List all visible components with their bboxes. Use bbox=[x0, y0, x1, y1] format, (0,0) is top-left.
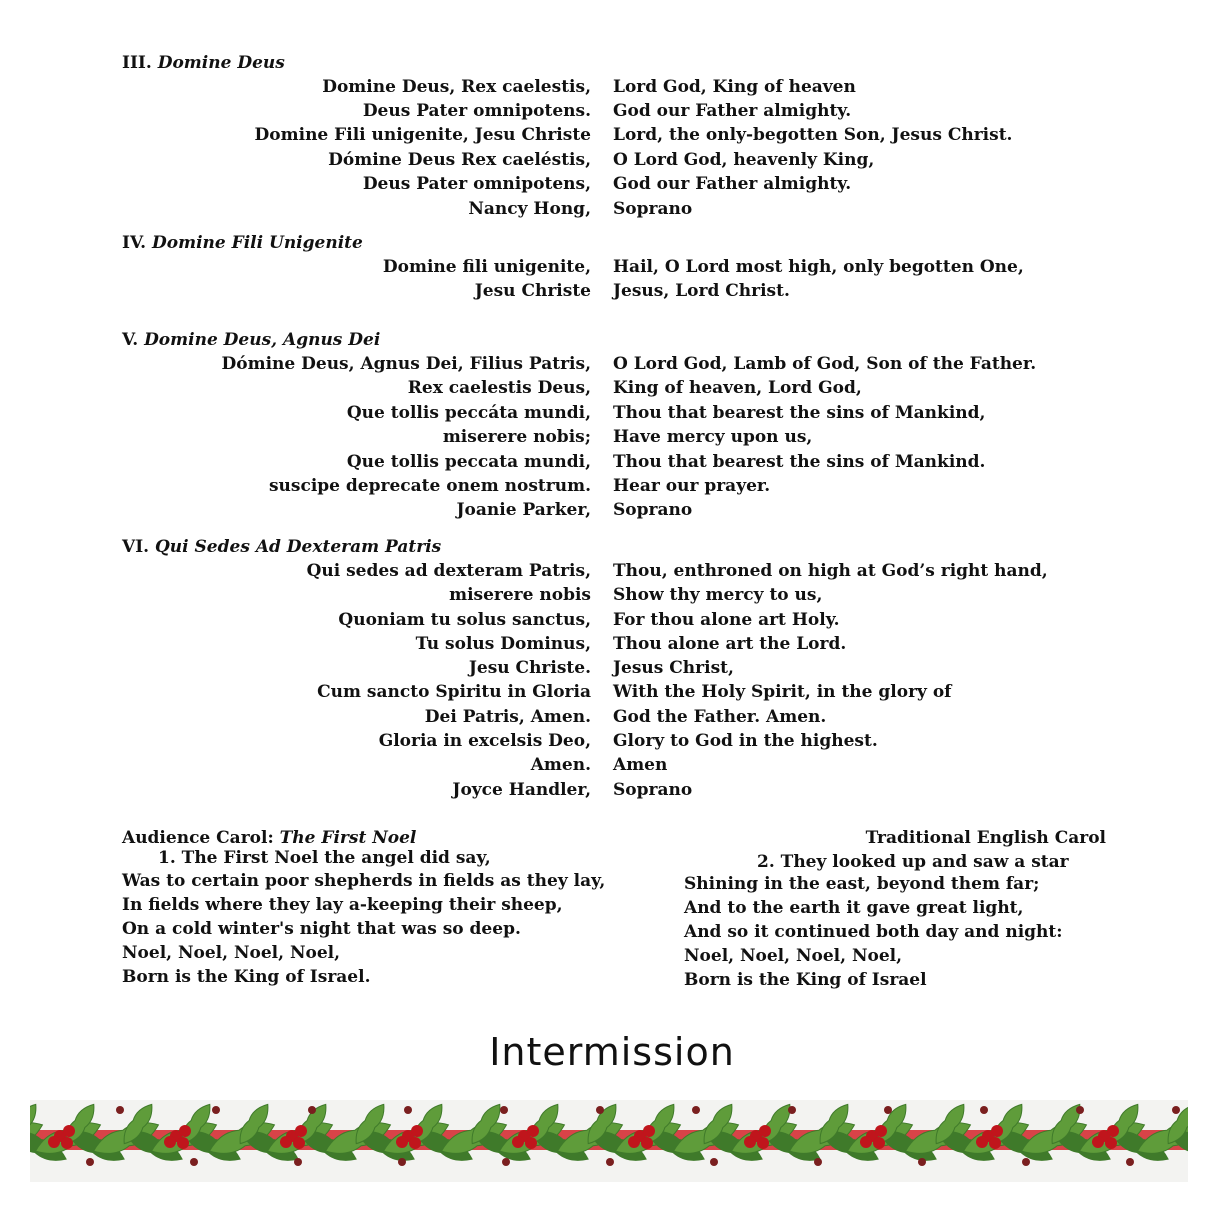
verse-1-line: In fields where they lay a-keeping their sheep, bbox=[122, 895, 563, 915]
intermission-title: Intermission bbox=[489, 1030, 735, 1074]
latin-text: Domine Fili unigenite, Jesu Christe bbox=[254, 125, 591, 145]
verse-2-line: Born is the King of Israel bbox=[684, 970, 927, 990]
section-heading bbox=[122, 536, 441, 558]
text-line bbox=[0, 729, 1224, 753]
english-text: God our Father almighty. bbox=[613, 101, 852, 121]
section-number: III. bbox=[122, 53, 152, 73]
english-text: God our Father almighty. bbox=[613, 174, 852, 194]
verse-2-line: 2. They looked up and saw a star bbox=[757, 852, 1069, 872]
verse-1-line: Was to certain poor shepherds in fields as they lay, bbox=[122, 871, 606, 891]
section-title: Domine Deus, Agnus Dei bbox=[144, 330, 381, 350]
performer-line bbox=[0, 778, 1224, 802]
english-text: Jesus Christ, bbox=[613, 658, 734, 678]
text-line bbox=[0, 279, 1224, 303]
text-line bbox=[0, 608, 1224, 632]
english-text: Hail, O Lord most high, only begotten One, bbox=[613, 257, 1024, 277]
performer-name: Joanie Parker, bbox=[456, 500, 591, 520]
latin-text: miserere nobis; bbox=[442, 427, 591, 447]
verse-1-line: On a cold winter's night that was so deep. bbox=[122, 919, 521, 939]
section-title: Domine Deus bbox=[157, 53, 285, 73]
verse-2-line: Shining in the east, beyond them far; bbox=[684, 874, 1040, 894]
latin-text: Dómine Deus, Agnus Dei, Filius Patris, bbox=[221, 354, 591, 374]
section-title: Qui Sedes Ad Dexteram Patris bbox=[154, 537, 442, 557]
performer-name: Nancy Hong, bbox=[468, 199, 591, 219]
english-text: Show thy mercy to us, bbox=[613, 585, 823, 605]
section-heading bbox=[122, 232, 363, 254]
english-text: O Lord God, Lamb of God, Son of the Father. bbox=[613, 354, 1037, 374]
verse-2-line: And so it continued both day and night: bbox=[684, 922, 1063, 942]
section-number: IV. bbox=[122, 233, 147, 253]
performer-name: Joyce Handler, bbox=[452, 780, 591, 800]
text-line bbox=[0, 632, 1224, 656]
latin-text: Cum sancto Spiritu in Gloria bbox=[317, 682, 591, 702]
section-number: V. bbox=[122, 330, 139, 350]
latin-text: Domine Deus, Rex caelestis, bbox=[322, 77, 591, 97]
text-line bbox=[0, 474, 1224, 498]
text-line bbox=[0, 656, 1224, 680]
text-line bbox=[0, 753, 1224, 777]
text-line bbox=[0, 680, 1224, 704]
english-text: Amen bbox=[613, 755, 668, 775]
english-text: Thou that bearest the sins of Mankind, bbox=[613, 403, 986, 423]
english-text: Jesus, Lord Christ. bbox=[613, 281, 790, 301]
text-line bbox=[0, 75, 1224, 99]
performer-line bbox=[0, 498, 1224, 522]
english-text: Glory to God in the highest. bbox=[613, 731, 878, 751]
english-text: Hear our prayer. bbox=[613, 476, 771, 496]
text-line bbox=[0, 583, 1224, 607]
carol-source: Traditional English Carol bbox=[865, 828, 1106, 848]
english-text: O Lord God, heavenly King, bbox=[613, 150, 875, 170]
latin-text: Deus Pater omnipotens. bbox=[362, 101, 591, 121]
english-text: Have mercy upon us, bbox=[613, 427, 813, 447]
verse-1-line: Born is the King of Israel. bbox=[122, 967, 371, 987]
holly-border-image bbox=[30, 1100, 1188, 1182]
text-line bbox=[0, 450, 1224, 474]
text-line bbox=[0, 559, 1224, 583]
section-heading bbox=[122, 52, 285, 74]
english-text: For thou alone art Holy. bbox=[613, 610, 840, 630]
english-text: Thou that bearest the sins of Mankind. bbox=[613, 452, 986, 472]
latin-text: Qui sedes ad dexteram Patris, bbox=[306, 561, 591, 581]
english-text: Lord, the only-begotten Son, Jesus Christ. bbox=[613, 125, 1013, 145]
carol-label: Audience Carol: bbox=[122, 828, 280, 848]
latin-text: Domine fili unigenite, bbox=[382, 257, 591, 277]
latin-text: Gloria in excelsis Deo, bbox=[378, 731, 591, 751]
latin-text: Que tollis peccata mundi, bbox=[346, 452, 591, 472]
text-line bbox=[0, 352, 1224, 376]
text-line bbox=[0, 705, 1224, 729]
verse-1-line: Noel, Noel, Noel, Noel, bbox=[122, 943, 341, 963]
latin-text: Rex caelestis Deus, bbox=[407, 378, 591, 398]
english-text: Thou alone art the Lord. bbox=[613, 634, 847, 654]
text-line bbox=[0, 401, 1224, 425]
latin-text: Jesu Christe. bbox=[468, 658, 591, 678]
english-text: God the Father. Amen. bbox=[613, 707, 827, 727]
english-text: With the Holy Spirit, in the glory of bbox=[613, 682, 952, 702]
section-number: VI. bbox=[122, 537, 150, 557]
verse-2-line: And to the earth it gave great light, bbox=[684, 898, 1024, 918]
text-line bbox=[0, 99, 1224, 123]
latin-text: suscipe deprecate onem nostrum. bbox=[268, 476, 591, 496]
verse-2-line: Noel, Noel, Noel, Noel, bbox=[684, 946, 903, 966]
latin-text: Deus Pater omnipotens, bbox=[362, 174, 591, 194]
english-text: Thou, enthroned on high at God’s right hand, bbox=[613, 561, 1048, 581]
performer-role: Soprano bbox=[613, 780, 693, 800]
english-text: King of heaven, Lord God, bbox=[613, 378, 862, 398]
performer-role: Soprano bbox=[613, 500, 693, 520]
text-line bbox=[0, 172, 1224, 196]
text-line bbox=[0, 425, 1224, 449]
latin-text: Quoniam tu solus sanctus, bbox=[338, 610, 591, 630]
latin-text: miserere nobis bbox=[449, 585, 591, 605]
verse-1-line: 1. The First Noel the angel did say, bbox=[158, 848, 491, 868]
performer-role: Soprano bbox=[613, 199, 693, 219]
section-title: Domine Fili Unigenite bbox=[152, 233, 363, 253]
latin-text: Amen. bbox=[530, 755, 591, 775]
english-text: Lord God, King of heaven bbox=[613, 77, 856, 97]
carol-title: The First Noel bbox=[279, 828, 417, 848]
latin-text: Que tollis peccáta mundi, bbox=[346, 403, 591, 423]
performer-line bbox=[0, 197, 1224, 221]
latin-text: Dei Patris, Amen. bbox=[424, 707, 591, 727]
latin-text: Dómine Deus Rex caeléstis, bbox=[328, 150, 591, 170]
text-line bbox=[0, 255, 1224, 279]
latin-text: Jesu Christe bbox=[474, 281, 591, 301]
text-line bbox=[0, 376, 1224, 400]
section-heading bbox=[122, 329, 380, 351]
text-line bbox=[0, 148, 1224, 172]
latin-text: Tu solus Dominus, bbox=[415, 634, 591, 654]
text-line bbox=[0, 123, 1224, 147]
